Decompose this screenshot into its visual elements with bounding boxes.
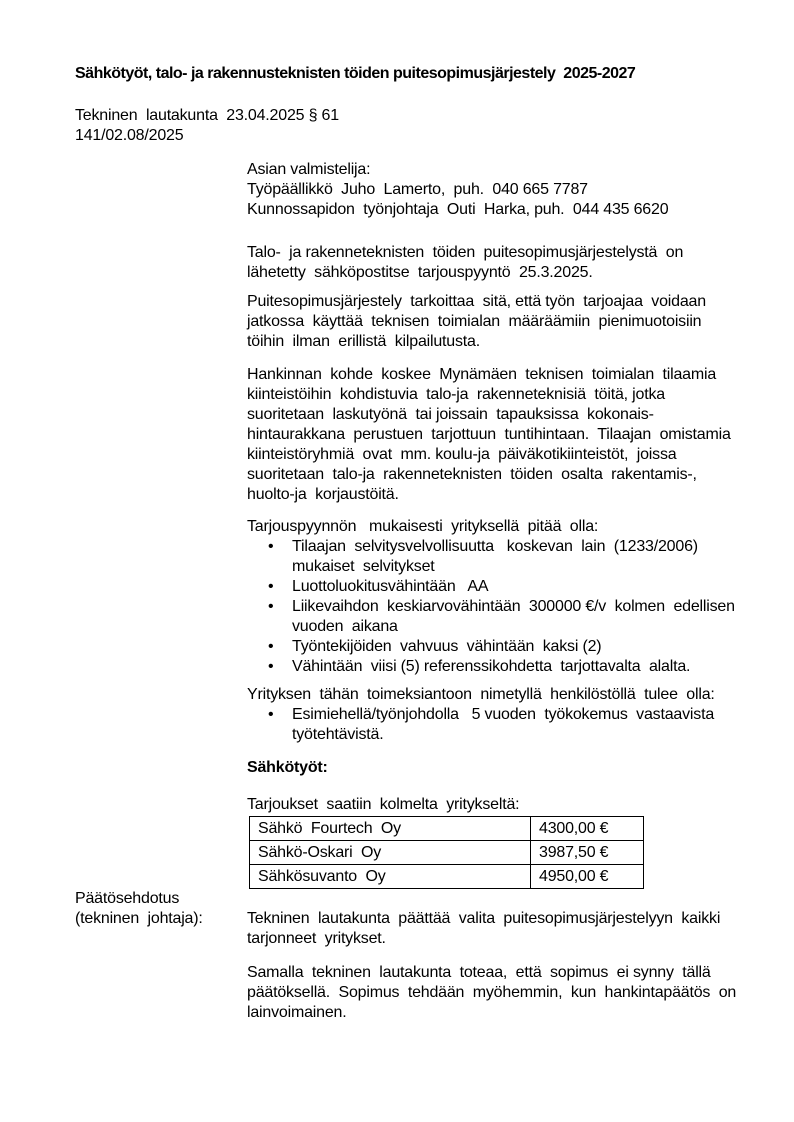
text-line: kiinteistöryhmiä ovat mm. koulu-ja päiväkotikiinteistöt, joissa [247, 446, 677, 463]
offers-intro: Tarjoukset saatiin kolmelta yritykseltä: [247, 796, 520, 813]
bullet-icon: • [268, 598, 274, 615]
document-body [247, 160, 754, 889]
text-line: Talo- ja rakenneteknisten töiden puitesopimusjärjestelystä on [247, 244, 684, 261]
requirement-item [268, 637, 754, 657]
company-cell: Sähkö Fourtech Oy [250, 817, 531, 841]
paragraph [247, 292, 754, 352]
personnel-block [247, 685, 754, 745]
paragraph [247, 365, 754, 505]
text-line: kiinteistöihin kohdistuvia talo-ja rakenneteknisiä töitä, jotka [247, 386, 665, 403]
requirement-item [268, 537, 754, 577]
table-row [250, 817, 644, 841]
requirement-text [292, 597, 735, 637]
personnel-text [292, 705, 714, 745]
requirement-item [268, 657, 754, 677]
section-heading: Sähkötyöt: [247, 759, 328, 776]
text-line: lainvoimainen. [247, 1004, 347, 1021]
text-line: suoritetaan laskutyönä tai joissain tapauksissa kokonais- [247, 406, 654, 423]
decision-paragraph [247, 909, 754, 949]
preparer-block [247, 160, 754, 220]
text-line: Työpäällikkö Juho Lamerto, puh. 040 665 7787 [247, 181, 588, 198]
table-row [250, 841, 644, 865]
text-line: Liikevaihdon keskiarvovähintään 300000 €/v kolmen edellisen [292, 598, 735, 615]
text-line: suoritetaan talo-ja rakenneteknisten töiden osalta rakentamis-, [247, 466, 697, 483]
bullet-icon: • [268, 538, 274, 555]
price-cell: 4300,00 € [531, 817, 644, 841]
document-meta [75, 106, 754, 146]
text-line: Kunnossapidon työnjohtaja Outi Harka, puh. 044 435 6620 [247, 201, 669, 218]
decision-label [75, 889, 247, 1023]
requirement-item [268, 577, 754, 597]
decision-section [75, 889, 754, 1023]
text-line: Samalla tekninen lautakunta toteaa, että sopimus ei synny tällä [247, 964, 711, 981]
company-cell: Sähkösuvanto Oy [250, 865, 531, 889]
preparer-lines [247, 180, 754, 220]
company-cell: Sähkö-Oskari Oy [250, 841, 531, 865]
text-line: huolto-ja korjaustöitä. [247, 486, 399, 503]
personnel-item [268, 705, 754, 745]
bullet-icon: • [268, 578, 274, 595]
document-title: Sähkötyöt, talo- ja rakennusteknisten töiden puitesopimusjärjestely 2025-2027 [75, 65, 636, 82]
text-line: Tekninen lautakunta päättää valita puitesopimusjärjestelyyn kaikki [247, 910, 721, 927]
personnel-list [247, 705, 754, 745]
bullet-icon: • [268, 706, 274, 723]
text-line: työtehtävistä. [292, 726, 384, 743]
requirement-text [292, 537, 698, 577]
text-line: Hankinnan kohde koskee Mynämäen teknisen toimialan tilaamia [247, 366, 717, 383]
text-line: Vähintään viisi (5) referenssikohdetta tarjottavalta alalta. [292, 658, 691, 675]
requirements-intro: Tarjouspyynnön mukaisesti yrityksellä pitää olla: [247, 518, 599, 535]
text-line: Työntekijöiden vahvuus vähintään kaksi (2) [292, 638, 602, 655]
decision-label-line: (tekninen johtaja): [75, 910, 203, 927]
text-line: töihin ilman erillistä kilpailutusta. [247, 333, 480, 350]
requirement-text [292, 657, 690, 677]
text-line: lähetetty sähköpostitse tarjouspyyntö 25.3.2025. [247, 264, 593, 281]
text-line: jatkossa käyttää teknisen toimialan määräämiin pienimuotoisiin [247, 313, 702, 330]
text-line: Puitesopimusjärjestely tarkoittaa sitä, että työn tarjoajaa voidaan [247, 293, 706, 310]
text-line: Luottoluokitusvähintään AA [292, 578, 489, 595]
offers-table [249, 816, 644, 889]
price-cell: 3987,50 € [531, 841, 644, 865]
table-row [250, 865, 644, 889]
paragraph [247, 243, 754, 283]
personnel-intro: Yrityksen tähän toimeksiantoon nimetyllä henkilöstöllä tulee olla: [247, 686, 715, 703]
text-line: mukaiset selvitykset [292, 558, 435, 575]
text-line: Esimiehellä/työnjohdolla 5 vuoden työkokemus vastaavista [292, 706, 715, 723]
committee-line: Tekninen lautakunta 23.04.2025 § 61 [75, 107, 339, 124]
preparer-heading: Asian valmistelija: [247, 161, 371, 178]
text-line: vuoden aikana [292, 618, 398, 635]
text-line: päätöksellä. Sopimus tehdään myöhemmin, kun hankintapäätös on [247, 984, 737, 1001]
requirements-block [247, 517, 754, 677]
text-line: hintaurakkana perustuen tarjottuun tuntihintaan. Tilaajan omistamia [247, 426, 731, 443]
requirement-text [292, 637, 601, 657]
case-number: 141/02.08/2025 [75, 127, 184, 144]
decision-paragraph [247, 963, 754, 1023]
requirement-text [292, 577, 488, 597]
decision-body [247, 889, 754, 1023]
bullet-icon: • [268, 638, 274, 655]
requirement-item [268, 597, 754, 637]
text-line: tarjonneet yritykset. [247, 930, 386, 947]
decision-label-line: Päätösehdotus [75, 890, 180, 907]
price-cell: 4950,00 € [531, 865, 644, 889]
bullet-icon: • [268, 658, 274, 675]
text-line: Tilaajan selvitysvelvollisuutta koskevan lain (1233/2006) [292, 538, 698, 555]
requirements-list [247, 537, 754, 677]
